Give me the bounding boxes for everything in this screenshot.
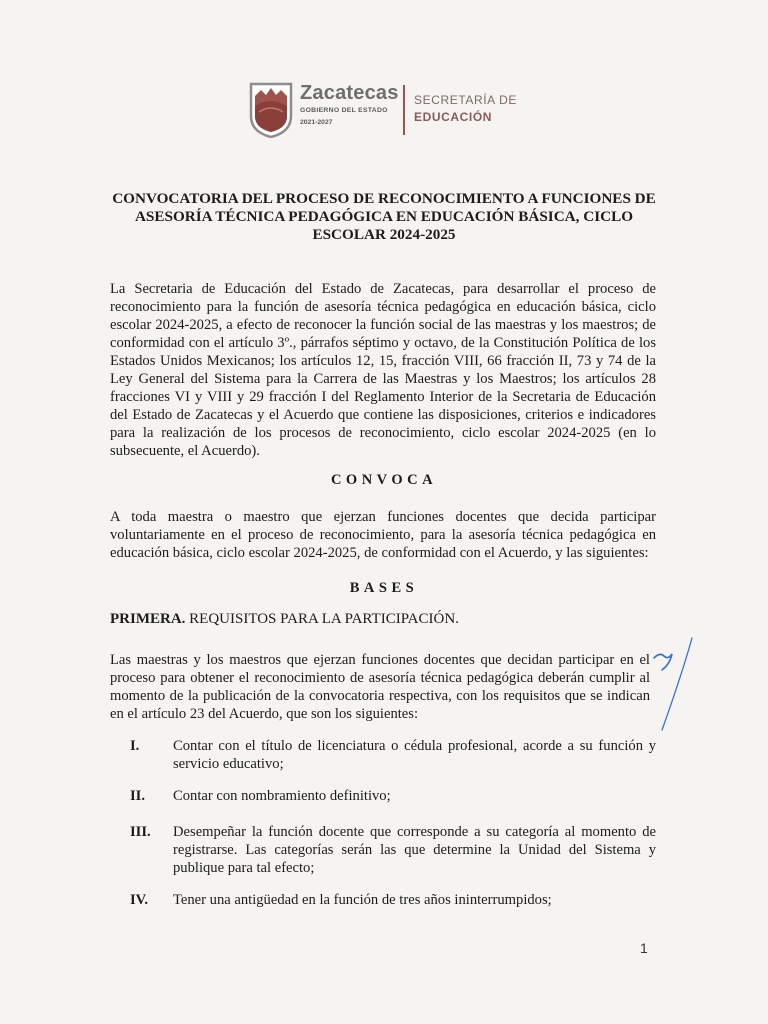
requisitos-intro: Las maestras y los maestros que ejerzan funciones docentes que decidan participar en el proceso para obtener el reconocimiento de asesoría técnica pedagógica deberán cumplir al momento de la publicación de la convocatoria respectiva, con los requisitos que se indican en el artículo 23 del Acuerdo, que son los siguientes: (110, 652, 650, 722)
requisito-number: IV. (130, 892, 148, 908)
requisito-number: II. (130, 788, 146, 804)
requisito-number: III. (130, 824, 151, 840)
secretaria-label: SECRETARÍA DE (414, 93, 517, 107)
page-number: 1 (640, 940, 648, 956)
requisito-text: Contar con nombramiento definitivo; (173, 788, 391, 804)
requisito-text: Contar con el título de licenciatura o cédula profesional, acorde a su función y servicio educativo; (173, 738, 656, 772)
header-logo (248, 82, 528, 140)
bases-heading: BASES (349, 580, 419, 596)
header-divider (403, 85, 405, 135)
convoca-paragraph: A toda maestra o maestro que ejerzan funciones docentes que decida participar voluntariamente en el proceso de reconocimiento, para la asesoría técnica pedagógica en educación básica, ciclo escolar 2024-2025, de conformidad con el Acuerdo, y las siguientes: (110, 509, 656, 561)
brand-years: 2021-2027 (300, 119, 333, 126)
convoca-heading: CONVOCA (330, 472, 438, 488)
requisito-text: Tener una antigüedad en la función de tres años ininterrumpidos; (173, 892, 552, 908)
document-title: CONVOCATORIA DEL PROCESO DE RECONOCIMIENTO A FUNCIONES DE ASESORÍA TÉCNICA PEDAGÓGICA EN EDUCACIÓN BÁSICA, CICLO ESCOLAR 2024-2025 (112, 190, 656, 243)
brand-name: Zacatecas (300, 82, 399, 104)
requisito-number: I. (130, 738, 140, 754)
educacion-label: EDUCACIÓN (414, 110, 493, 124)
primera-heading (110, 611, 459, 628)
requisito-text: Desempeñar la función docente que corresponde a su categoría al momento de registrarse. Las categorías serán las que determine la Unidad del Sistema y publique para tal efecto; (173, 824, 656, 876)
brand-subtitle: GOBIERNO DEL ESTADO (300, 107, 388, 114)
handwritten-check-mark (648, 634, 698, 734)
primera-title: REQUISITOS PARA LA PARTICIPACIÓN. (189, 611, 459, 627)
zacatecas-shield-logo (248, 82, 294, 138)
primera-label: PRIMERA. (110, 611, 186, 627)
intro-paragraph: La Secretaria de Educación del Estado de Zacatecas, para desarrollar el proceso de reconocimiento para la función de asesoría técnica pedagógica en educación básica, ciclo escolar 2024-2025, a efecto de reconocer la función social de las maestras y los maestros; de conformidad con el artículo 3º., párrafos séptimo y octavo, de la Constitución Política de los Estados Unidos Mexicanos; los artículos 12, 15, fracción VIII, 66 fracción II, 73 y 74 de la Ley General del Sistema para la Carrera de las Maestras y los Maestros; los artículos 28 fracciones VI y VIII y 29 fracción I del Reglamento Interior de la Secretaria de Educación del Estado de Zacatecas y el Acuerdo que contiene las disposiciones, criterios e indicadores para la realización de los procesos de reconocimiento, ciclo escolar 2024-2025 (en lo subsecuente, el Acuerdo). (110, 281, 656, 459)
